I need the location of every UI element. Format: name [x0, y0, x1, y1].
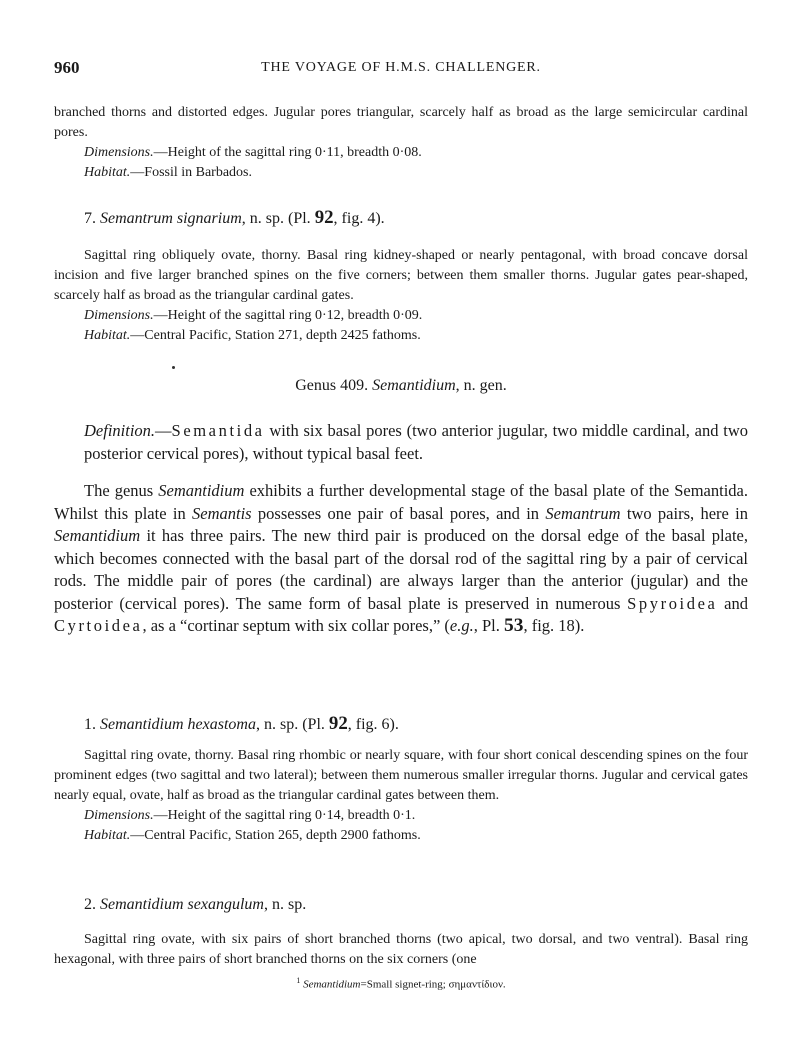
italic-term: Semantis [192, 503, 252, 523]
dimensions-label: Dimensions. [84, 808, 154, 823]
dimensions-line [54, 306, 748, 326]
species-number: 2. [84, 896, 96, 913]
genus-discussion [54, 480, 748, 638]
habitat-text: —Fossil in Barbados. [130, 165, 253, 180]
footnote-text: =Small signet-ring; σημαντίδιον. [360, 978, 506, 991]
text-run: two pairs, here in [620, 503, 748, 523]
description-text: Sagittal ring ovate, thorny. Basal ring rhombic or nearly square, with four short conical descending spines on the four prominent edges (two sagittal and two lateral); between them numerous smaller irregular thorns. Jugular and cervical gates nearly equal, ovate, half as broad as the triangular cardinal gates between them. [54, 748, 748, 803]
footnote-mark: 1 [296, 976, 301, 985]
text-run: The genus [84, 481, 159, 500]
text-run: , Pl. [473, 616, 505, 635]
plate-number: 92 [314, 207, 334, 228]
italic-term: e.g. [449, 616, 474, 635]
habitat-label: Habitat. [84, 828, 131, 843]
spaced-term: Spyroidea [627, 593, 718, 613]
page-header [54, 58, 748, 82]
text-run: it has three pairs. The new third pair is produced on the dorsal edge of the basal plate, which becomes connected with the basal part of the dorsal rod of the sagittal ring by a pair of cervical rods. The middle pair of pores (the cardinal) are always larger than the anterior (jugular) and the posterior (cervical pores). The same form of basal plate is preserved in numerous [54, 526, 748, 613]
continuation-paragraph [54, 103, 748, 183]
species-suffix: , n. sp. [263, 896, 307, 913]
definition-text: with six basal pores (two anterior jugular, two middle cardinal, and two posterior cervical pores), without typical basal feet. [84, 421, 748, 463]
genus-label: Genus 409. [295, 377, 369, 394]
dimensions-label: Dimensions. [84, 308, 154, 323]
species-name: Semantidium hexastoma [100, 716, 256, 733]
text-run: exhibits a further developmental stage of the basal plate of the Semantida. Whilst this plate in [54, 481, 749, 523]
genus-heading [54, 377, 748, 395]
species-number: 1. [84, 716, 96, 733]
genus-definition [54, 420, 748, 465]
species-name: Semantidium sexangulum [100, 896, 264, 913]
running-title: THE VOYAGE OF H.M.S. CHALLENGER. [261, 60, 541, 75]
italic-term: Semantrum [545, 503, 621, 523]
habitat-line [54, 826, 748, 846]
dimensions-text: —Height of the sagittal ring 0·12, breadth 0·09. [153, 308, 423, 323]
footnote-term: Semantidium [303, 978, 361, 991]
text-run: and [717, 593, 748, 613]
habitat-line [54, 326, 748, 346]
species-description [54, 246, 748, 346]
dimensions-line [54, 806, 748, 826]
species-suffix: , n. sp. (Pl. [241, 210, 315, 227]
text-run: possesses one pair of basal pores, and in [251, 503, 546, 523]
species-heading [54, 896, 778, 914]
definition-paragraph [54, 420, 748, 465]
text-run: , as a “cortinar septum with six collar pores,” ( [142, 616, 450, 635]
species-description [54, 930, 748, 970]
habitat-label: Habitat. [84, 165, 131, 180]
species-suffix: , n. sp. (Pl. [255, 716, 329, 733]
dimensions-line [54, 143, 748, 163]
italic-term: Semantidium [54, 526, 141, 545]
species-heading [54, 713, 778, 735]
footnote [54, 976, 748, 991]
italic-term: Semantidium [158, 481, 245, 500]
continuation-text: branched thorns and distorted edges. Jugular pores triangular, scarcely half as broad as the large semicircular cardinal pores. [54, 105, 748, 140]
figure-ref: , fig. 6). [347, 716, 399, 733]
description-text: Sagittal ring ovate, with six pairs of short branched thorns (two apical, two dorsal, and two ventral). Basal ring hexagonal, with three pairs of short branched thorns on the six corners (one [54, 932, 748, 967]
genus-suffix: , n. gen. [455, 377, 507, 394]
stray-mark [172, 366, 175, 369]
definition-label: Definition. [84, 421, 156, 440]
text-run: , fig. 18). [523, 616, 585, 635]
habitat-text: —Central Pacific, Station 265, depth 2900 fathoms. [130, 828, 421, 843]
page-number: 960 [54, 58, 80, 77]
figure-ref: , fig. 4). [333, 210, 385, 227]
habitat-line [54, 163, 748, 183]
plate-number: 53 [504, 615, 524, 636]
habitat-text: —Central Pacific, Station 271, depth 2425 fathoms. [130, 328, 421, 343]
species-description [54, 746, 748, 846]
dimensions-label: Dimensions. [84, 145, 154, 160]
genus-name: Semantidium [372, 377, 456, 394]
spaced-term: Cyrtoidea [54, 616, 143, 635]
species-heading [54, 207, 778, 229]
dimensions-text: —Height of the sagittal ring 0·14, breadth 0·1. [153, 808, 416, 823]
plate-number: 92 [328, 713, 348, 734]
species-name: Semantrum signarium [100, 210, 242, 227]
species-number: 7. [84, 210, 96, 227]
dimensions-text: —Height of the sagittal ring 0·11, breadth 0·08. [153, 145, 422, 160]
definition-dash: — [155, 421, 172, 440]
habitat-label: Habitat. [84, 328, 131, 343]
description-text: Sagittal ring obliquely ovate, thorny. Basal ring kidney-shaped or nearly pentagonal, with broad concave dorsal incision and five larger branched spines on the five corners; between them smaller thorns. Jugular gates pear-shaped, scarcely half as broad as the triangular cardinal gates. [54, 248, 748, 303]
definition-term: Semantida [171, 421, 265, 440]
